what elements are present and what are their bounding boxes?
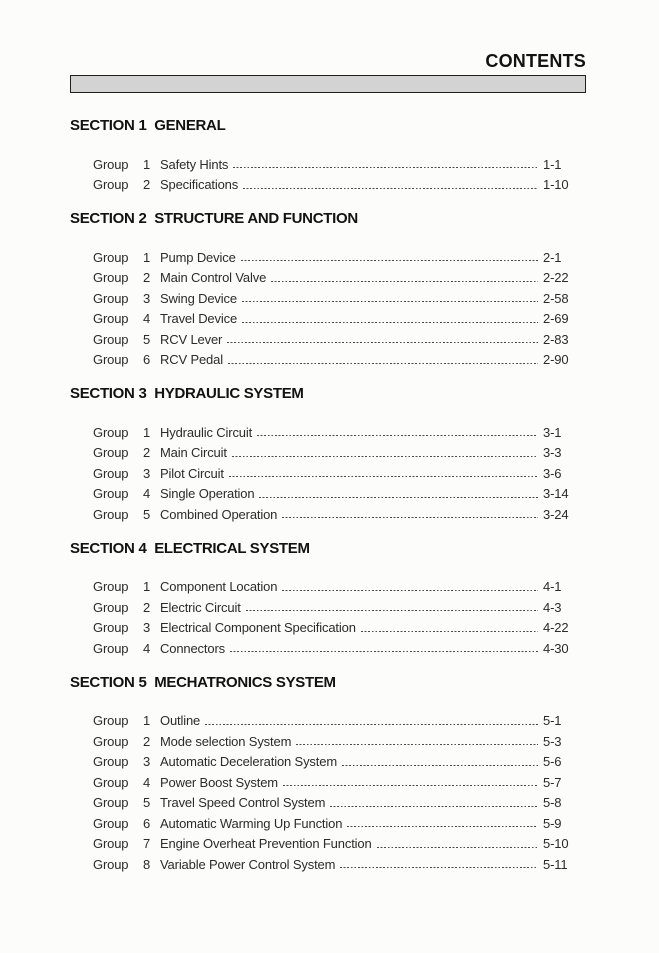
group-number: 2 [143, 445, 151, 461]
toc-row [93, 154, 588, 175]
dot-leader [205, 724, 538, 725]
toc-row [93, 504, 588, 525]
dot-leader [330, 806, 538, 807]
section-structure-and-function [70, 211, 588, 370]
group-number: 2 [143, 733, 151, 749]
page-number: 5-10 [543, 836, 569, 852]
group-label: Group [93, 640, 129, 656]
toc-row [93, 463, 588, 484]
group-title: Pilot Circuit [160, 465, 224, 481]
page-number: 2-90 [543, 352, 569, 368]
toc-row [93, 731, 588, 752]
group-label: Group [93, 249, 129, 265]
section-rows [93, 577, 588, 659]
group-number: 5 [143, 795, 151, 811]
group-number: 1 [143, 579, 151, 595]
group-title: Component Location [160, 579, 278, 595]
toc-row [93, 175, 588, 196]
table-of-contents [70, 118, 588, 891]
page-number: 2-58 [543, 290, 569, 306]
page-number: 5-9 [543, 815, 562, 831]
page-number: 3-14 [543, 486, 569, 502]
toc-row [93, 309, 588, 330]
page-number: 2-22 [543, 270, 569, 286]
group-number: 3 [143, 290, 151, 306]
group-number: 1 [143, 156, 151, 172]
group-number: 4 [143, 311, 151, 327]
group-label: Group [93, 836, 129, 852]
dot-leader [271, 281, 538, 282]
group-label: Group [93, 486, 129, 502]
group-title: Automatic Deceleration System [160, 754, 338, 770]
page-number: 3-6 [543, 465, 562, 481]
group-label: Group [93, 795, 129, 811]
group-title: Power Boost System [160, 774, 278, 790]
dot-leader [259, 497, 538, 498]
group-number: 3 [143, 754, 151, 770]
group-number: 5 [143, 331, 151, 347]
group-label: Group [93, 620, 129, 636]
group-label: Group [93, 506, 129, 522]
toc-row [93, 752, 588, 773]
dot-leader [340, 867, 538, 868]
dot-leader [282, 517, 538, 518]
section-heading: SECTION 1 GENERAL [70, 117, 226, 134]
group-number: 4 [143, 640, 151, 656]
toc-row [93, 577, 588, 598]
group-number: 2 [143, 270, 151, 286]
section-rows [93, 247, 588, 370]
section-hydraulic-system [70, 386, 588, 525]
group-number: 6 [143, 815, 151, 831]
group-title: Swing Device [160, 290, 237, 306]
section-mechatronics-system [70, 675, 588, 875]
page-number: 4-30 [543, 640, 569, 656]
dot-leader [361, 631, 538, 632]
page-number: 3-3 [543, 445, 562, 461]
dot-leader [377, 847, 538, 848]
dot-leader [242, 301, 538, 302]
toc-row [93, 329, 588, 350]
group-label: Group [93, 733, 129, 749]
dot-leader [233, 167, 538, 168]
title-underline-bar [70, 75, 586, 93]
toc-row [93, 772, 588, 793]
page-number: 5-11 [543, 856, 568, 872]
toc-row [93, 793, 588, 814]
group-label: Group [93, 352, 129, 368]
toc-row [93, 638, 588, 659]
page-number: 2-1 [543, 249, 562, 265]
group-label: Group [93, 331, 129, 347]
page-number: 5-1 [543, 713, 562, 729]
page-number: 1-1 [543, 156, 562, 172]
dot-leader [283, 785, 538, 786]
toc-row [93, 813, 588, 834]
toc-row [93, 834, 588, 855]
dot-leader [282, 590, 538, 591]
group-number: 2 [143, 599, 151, 615]
section-general [70, 118, 588, 195]
group-label: Group [93, 156, 129, 172]
toc-row [93, 422, 588, 443]
page-number: 3-1 [543, 424, 562, 440]
group-title: Pump Device [160, 249, 236, 265]
dot-leader [342, 765, 538, 766]
group-title: Specifications [160, 177, 239, 193]
group-label: Group [93, 311, 129, 327]
page-number: 4-1 [543, 579, 562, 595]
group-label: Group [93, 754, 129, 770]
section-rows [93, 711, 588, 875]
group-title: RCV Pedal [160, 352, 223, 368]
section-rows [93, 154, 588, 195]
group-label: Group [93, 599, 129, 615]
toc-row [93, 247, 588, 268]
group-label: Group [93, 713, 129, 729]
group-title: RCV Lever [160, 331, 223, 347]
group-title: Electrical Component Specification [160, 620, 356, 636]
group-label: Group [93, 290, 129, 306]
page-number: 5-7 [543, 774, 562, 790]
dot-leader [229, 476, 538, 477]
group-number: 8 [143, 856, 151, 872]
group-number: 1 [143, 249, 151, 265]
group-label: Group [93, 465, 129, 481]
group-number: 3 [143, 620, 151, 636]
page-number: 3-24 [543, 506, 569, 522]
toc-row [93, 288, 588, 309]
dot-leader [232, 456, 538, 457]
page-number: 4-22 [543, 620, 569, 636]
group-label: Group [93, 774, 129, 790]
dot-leader [241, 260, 538, 261]
toc-row [93, 443, 588, 464]
group-title: Automatic Warming Up Function [160, 815, 343, 831]
toc-row [93, 484, 588, 505]
page-header [70, 52, 586, 71]
dot-leader [243, 188, 538, 189]
page-number: 2-83 [543, 331, 569, 347]
dot-leader [257, 435, 538, 436]
group-title: Electric Circuit [160, 599, 241, 615]
group-number: 4 [143, 486, 151, 502]
section-electrical-system [70, 541, 588, 659]
group-number: 4 [143, 774, 151, 790]
group-title: Outline [160, 713, 201, 729]
group-label: Group [93, 815, 129, 831]
group-title: Engine Overheat Prevention Function [160, 836, 372, 852]
group-title: Travel Speed Control System [160, 795, 326, 811]
group-number: 6 [143, 352, 151, 368]
dot-leader [296, 744, 538, 745]
group-label: Group [93, 856, 129, 872]
dot-leader [227, 342, 538, 343]
group-number: 3 [143, 465, 151, 481]
page-number: 5-8 [543, 795, 562, 811]
toc-row [93, 711, 588, 732]
group-label: Group [93, 424, 129, 440]
group-number: 5 [143, 506, 151, 522]
section-rows [93, 422, 588, 525]
page-title: CONTENTS [485, 51, 586, 71]
section-heading: SECTION 4 ELECTRICAL SYSTEM [70, 539, 310, 557]
group-title: Hydraulic Circuit [160, 424, 253, 440]
group-number: 7 [143, 836, 151, 852]
section-heading: SECTION 5 MECHATRONICS SYSTEM [70, 673, 336, 691]
group-title: Combined Operation [160, 506, 278, 522]
dot-leader [242, 322, 538, 323]
group-title: Connectors [160, 640, 225, 656]
group-number: 1 [143, 713, 151, 729]
group-title: Main Control Valve [160, 270, 267, 286]
section-heading: SECTION 3 HYDRAULIC SYSTEM [70, 385, 304, 402]
toc-row [93, 597, 588, 618]
section-heading: SECTION 2 STRUCTURE AND FUNCTION [70, 210, 358, 227]
page-number: 1-10 [543, 177, 569, 193]
toc-row [93, 618, 588, 639]
page-number: 2-69 [543, 311, 569, 327]
group-label: Group [93, 445, 129, 461]
page-number: 5-6 [543, 754, 562, 770]
group-title: Mode selection System [160, 733, 292, 749]
group-title: Main Circuit [160, 445, 227, 461]
dot-leader [246, 610, 538, 611]
toc-row [93, 268, 588, 289]
page-number: 5-3 [543, 733, 562, 749]
group-label: Group [93, 270, 129, 286]
group-number: 2 [143, 177, 151, 193]
group-number: 1 [143, 424, 151, 440]
group-label: Group [93, 579, 129, 595]
page-number: 4-3 [543, 599, 562, 615]
dot-leader [347, 826, 538, 827]
toc-row [93, 350, 588, 371]
group-title: Travel Device [160, 311, 238, 327]
toc-row [93, 854, 588, 875]
dot-leader [230, 651, 538, 652]
group-label: Group [93, 177, 129, 193]
dot-leader [228, 363, 538, 364]
group-title: Single Operation [160, 486, 255, 502]
group-title: Variable Power Control System [160, 856, 336, 872]
group-title: Safety Hints [160, 156, 229, 172]
